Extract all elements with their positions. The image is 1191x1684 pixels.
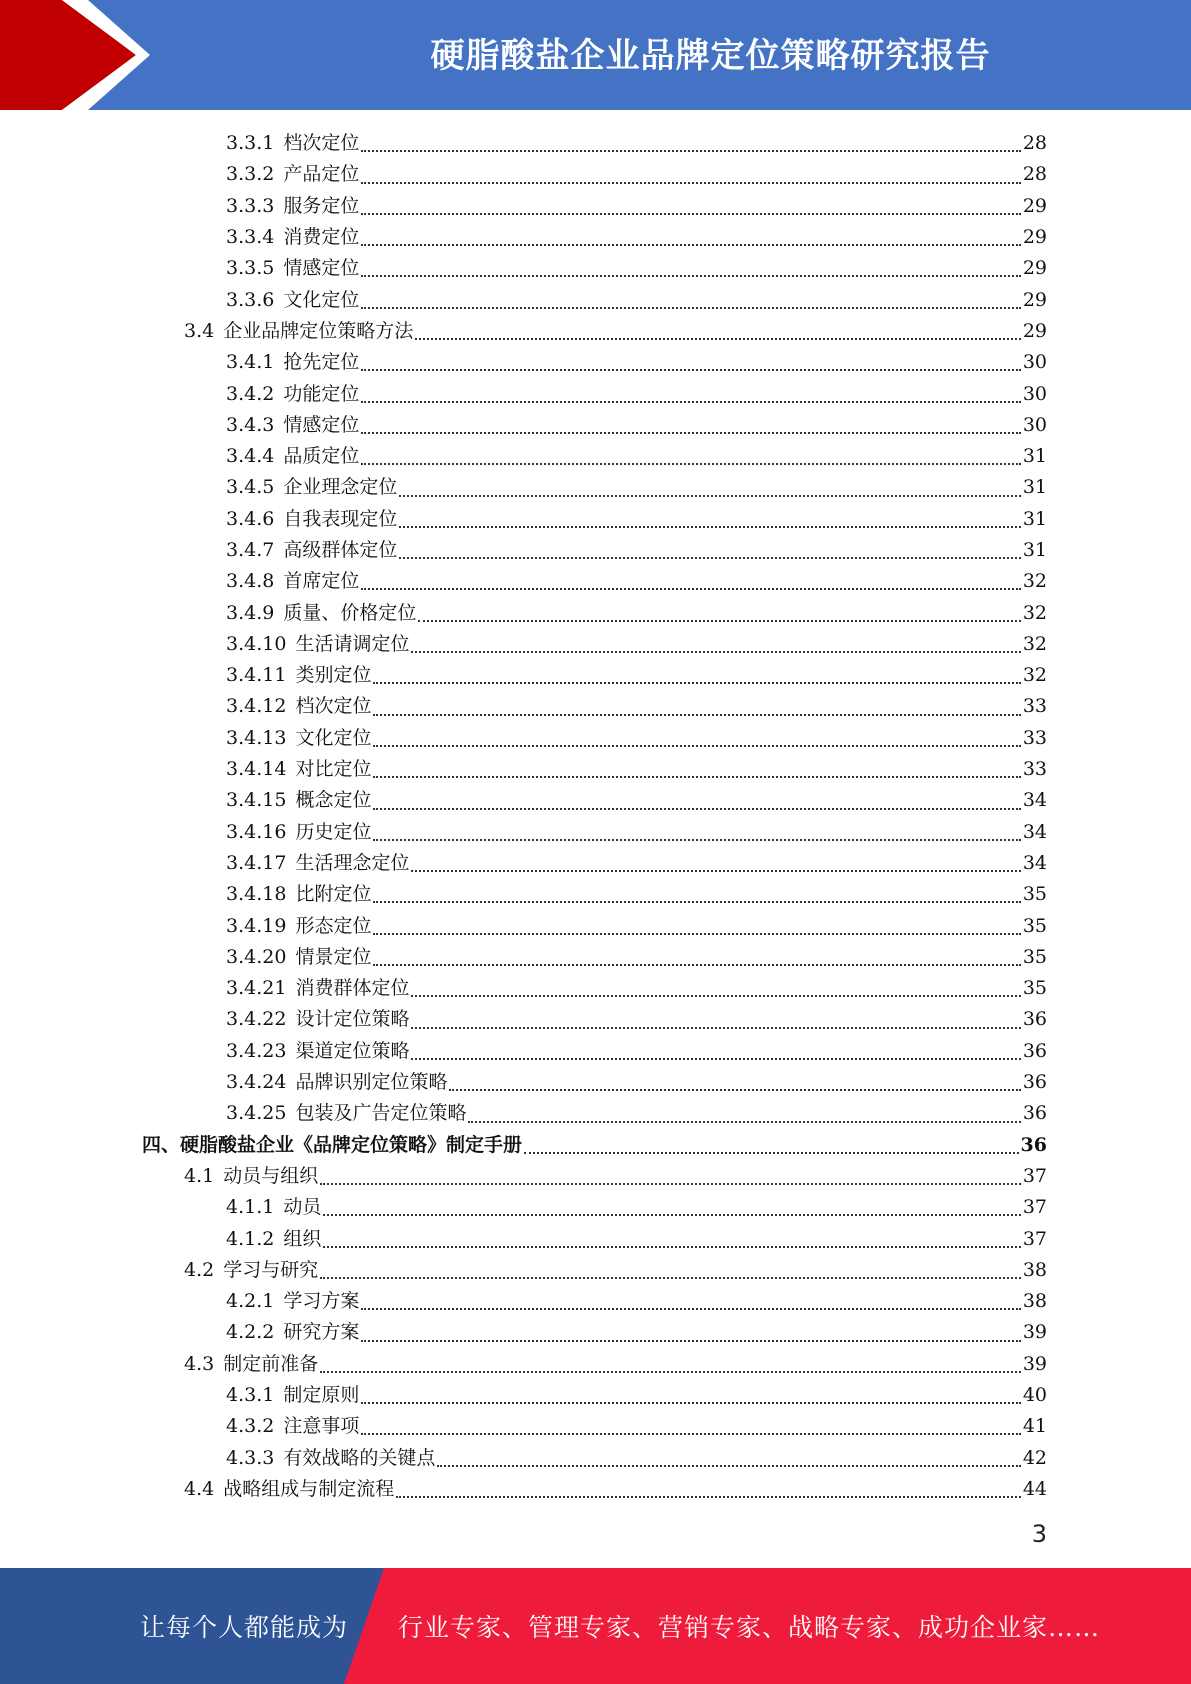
toc-entry[interactable]: [0, 1317, 1047, 1348]
toc-dot-leader: [373, 682, 1020, 684]
toc-entry-number: 3.3.5: [226, 257, 275, 280]
toc-entry[interactable]: [0, 253, 1047, 284]
toc-dot-leader: [361, 588, 1020, 590]
toc-entry-title: 渠道定位策略: [295, 1039, 410, 1062]
toc-entry-page: 29: [1022, 194, 1047, 217]
toc-entry-number: 3.4.23: [226, 1039, 287, 1062]
toc-entry-title: 动员与组织: [223, 1164, 319, 1187]
toc-dot-leader: [361, 244, 1020, 246]
toc-entry-number: 3.4.14: [226, 758, 287, 781]
toc-entry[interactable]: [0, 1255, 1047, 1286]
toc-entry-number: 3.4.5: [226, 476, 275, 499]
toc-entry[interactable]: [0, 1004, 1047, 1035]
toc-entry-number: 3.4: [184, 319, 215, 342]
toc-entry-number: 4.1: [184, 1164, 215, 1187]
toc-entry-title: 制定前准备: [223, 1352, 319, 1375]
toc-entry-title: 档次定位: [295, 695, 372, 718]
toc-dot-leader: [437, 1465, 1020, 1467]
toc-entry[interactable]: [0, 566, 1047, 597]
toc-entry[interactable]: [0, 410, 1047, 441]
toc-entry-title: 对比定位: [295, 758, 372, 781]
toc-entry-page: 38: [1022, 1258, 1047, 1281]
toc-entry[interactable]: [0, 848, 1047, 879]
toc-dot-leader: [361, 1340, 1020, 1342]
toc-entry[interactable]: [0, 691, 1047, 722]
toc-entry-title: 文化定位: [295, 726, 372, 749]
toc-entry-title: 四、硬脂酸盐企业《品牌定位策略》制定手册: [142, 1133, 523, 1156]
toc-entry-number: 3.4.11: [226, 664, 287, 687]
toc-entry-number: 3.4.17: [226, 851, 287, 874]
toc-dot-leader: [373, 839, 1020, 841]
toc-entry[interactable]: [0, 128, 1047, 159]
toc-entry-number: 3.4.1: [226, 351, 275, 374]
toc-entry-number: 3.4.15: [226, 789, 287, 812]
toc-entry-page: 33: [1022, 695, 1047, 718]
toc-entry-page: 33: [1022, 758, 1047, 781]
toc-entry-title: 概念定位: [295, 789, 372, 812]
toc-entry[interactable]: [0, 441, 1047, 472]
page-header: [0, 0, 1191, 110]
toc-entry-title: 质量、价格定位: [283, 601, 417, 624]
toc-entry-page: 44: [1022, 1477, 1047, 1500]
footer-slogan-left: 让每个人都能成为: [140, 1613, 349, 1642]
toc-entry-title: 包装及广告定位策略: [295, 1102, 467, 1125]
toc-entry-number: 4.3.2: [226, 1415, 275, 1438]
toc-entry[interactable]: [0, 1349, 1047, 1380]
toc-entry[interactable]: [0, 284, 1047, 315]
toc-entry-page: 31: [1022, 539, 1047, 561]
toc-entry[interactable]: [0, 1474, 1047, 1505]
toc-entry-page: 31: [1022, 507, 1047, 530]
toc-entry-title: 情感定位: [283, 413, 360, 436]
header-chevron-icon: [0, 0, 160, 110]
toc-entry-number: 4.1.2: [226, 1227, 275, 1250]
toc-entry-title: 生活请调定位: [295, 632, 410, 655]
toc-entry[interactable]: [0, 660, 1047, 691]
toc-dot-leader: [323, 1214, 1020, 1216]
toc-entry-page: 31: [1022, 445, 1047, 468]
toc-dot-leader: [373, 933, 1020, 935]
toc-entry-title: 品牌识别定位策略: [295, 1071, 448, 1094]
toc-entry-page: 30: [1022, 382, 1047, 405]
toc-entry-title: 类别定位: [295, 664, 372, 687]
toc-entry-title: 企业品牌定位策略方法: [223, 319, 414, 342]
table-of-contents: [0, 128, 1191, 1505]
toc-entry-number: 3.4.7: [226, 539, 275, 561]
toc-dot-leader: [361, 150, 1020, 152]
toc-dot-leader: [361, 1433, 1020, 1435]
toc-entry-page: 28: [1022, 132, 1047, 155]
toc-entry-title: 有效战略的关键点: [283, 1446, 436, 1469]
toc-entry[interactable]: [0, 1192, 1047, 1223]
toc-entry[interactable]: [0, 1098, 1047, 1129]
toc-entry-title: 情感定位: [283, 257, 360, 280]
toc-dot-leader: [373, 901, 1020, 903]
toc-entry-page: 29: [1022, 226, 1047, 249]
toc-dot-leader: [411, 651, 1020, 653]
toc-entry-number: 3.4.22: [226, 1008, 287, 1031]
toc-dot-leader: [373, 745, 1020, 747]
toc-entry-title: 企业理念定位: [283, 476, 398, 499]
toc-entry[interactable]: [0, 1411, 1047, 1442]
toc-entry-title: 功能定位: [283, 382, 360, 405]
toc-entry-number: 3.3.3: [226, 194, 275, 217]
toc-entry[interactable]: [0, 629, 1047, 660]
toc-entry-number: 3.4.3: [226, 413, 275, 436]
toc-entry-page: 36: [1022, 1102, 1047, 1125]
toc-dot-leader: [361, 463, 1020, 465]
toc-entry-page: 32: [1022, 664, 1047, 687]
toc-entry[interactable]: [0, 1036, 1047, 1067]
toc-entry[interactable]: [0, 817, 1047, 848]
toc-entry-title: 生活理念定位: [295, 851, 410, 874]
toc-entry-number: 3.4.8: [226, 570, 275, 593]
toc-entry-title: 学习方案: [283, 1290, 360, 1313]
toc-entry-title: 制定原则: [283, 1384, 360, 1407]
toc-entry-page: 36: [1022, 1071, 1047, 1094]
toc-entry-page: 35: [1022, 945, 1047, 968]
toc-entry-number: 3.3.6: [226, 288, 275, 311]
page-footer: [0, 1568, 1191, 1684]
toc-entry-number: 4.3.3: [226, 1446, 275, 1469]
toc-entry-title: 服务定位: [283, 194, 360, 217]
toc-dot-leader: [399, 495, 1020, 497]
toc-entry[interactable]: [0, 1223, 1047, 1254]
toc-entry-number: 3.4.25: [226, 1102, 287, 1125]
toc-entry[interactable]: [0, 347, 1047, 378]
toc-entry[interactable]: [0, 1130, 1047, 1161]
toc-entry-title: 比附定位: [295, 883, 372, 906]
toc-entry[interactable]: [0, 378, 1047, 409]
toc-entry-number: 3.4.6: [226, 507, 275, 530]
toc-dot-leader: [399, 526, 1020, 528]
toc-entry[interactable]: [0, 222, 1047, 253]
toc-dot-leader: [361, 432, 1020, 434]
toc-dot-leader: [411, 1027, 1020, 1029]
toc-entry-number: 3.4.19: [226, 914, 287, 937]
toc-entry-page: 32: [1022, 570, 1047, 593]
toc-entry-title: 研究方案: [283, 1321, 360, 1344]
toc-entry-title: 文化定位: [283, 288, 360, 311]
toc-entry-number: 3.4.20: [226, 945, 287, 968]
toc-entry-title: 学习与研究: [223, 1258, 319, 1281]
toc-entry-page: 37: [1022, 1227, 1047, 1250]
toc-dot-leader: [323, 1246, 1020, 1248]
toc-entry-number: 3.4.4: [226, 445, 275, 468]
toc-entry[interactable]: [0, 597, 1047, 628]
toc-entry[interactable]: [0, 504, 1047, 535]
toc-entry-title: 首席定位: [283, 570, 360, 593]
toc-dot-leader: [399, 557, 1020, 559]
toc-entry-number: 3.3.1: [226, 132, 275, 155]
toc-dot-leader: [361, 182, 1020, 184]
toc-entry[interactable]: [0, 910, 1047, 941]
toc-dot-leader: [524, 1152, 1019, 1154]
toc-entry-page: 39: [1022, 1352, 1047, 1375]
toc-dot-leader: [418, 620, 1020, 622]
toc-entry-page: 36: [1020, 1133, 1047, 1156]
toc-entry-page: 42: [1022, 1446, 1047, 1469]
toc-entry-title: 战略组成与制定流程: [223, 1477, 395, 1500]
toc-dot-leader: [411, 995, 1020, 997]
toc-dot-leader: [449, 1089, 1020, 1091]
toc-entry-title: 抢先定位: [283, 351, 360, 374]
toc-entry-title: 注意事项: [283, 1415, 360, 1438]
toc-entry-number: 4.3: [184, 1352, 215, 1375]
toc-entry-page: 30: [1022, 413, 1047, 436]
toc-entry-number: 3.3.4: [226, 226, 275, 249]
toc-dot-leader: [320, 1277, 1021, 1279]
toc-entry[interactable]: [0, 1161, 1047, 1192]
toc-entry-page: 34: [1022, 789, 1047, 812]
toc-entry-title: 形态定位: [295, 914, 372, 937]
toc-dot-leader: [411, 870, 1020, 872]
toc-entry[interactable]: [0, 785, 1047, 816]
toc-entry-page: 35: [1022, 883, 1047, 906]
toc-entry-page: 40: [1022, 1384, 1047, 1407]
toc-entry-page: 29: [1022, 257, 1047, 280]
toc-entry[interactable]: [0, 723, 1047, 754]
toc-entry-number: 4.1.1: [226, 1196, 275, 1219]
toc-entry-number: 3.4.12: [226, 695, 287, 718]
toc-entry-title: 历史定位: [295, 820, 372, 843]
toc-entry-page: 34: [1022, 820, 1047, 843]
toc-entry-title: 自我表现定位: [283, 507, 398, 530]
toc-entry-title: 情景定位: [295, 945, 372, 968]
toc-entry-page: 36: [1022, 1039, 1047, 1062]
toc-entry-number: 4.4: [184, 1477, 215, 1500]
toc-entry-number: 3.4.21: [226, 977, 287, 1000]
toc-dot-leader: [361, 401, 1020, 403]
toc-entry-title: 品质定位: [283, 445, 360, 468]
page-number: 3: [1031, 1520, 1047, 1548]
footer-slogan-right: 行业专家、管理专家、营销专家、战略专家、成功企业家……: [398, 1613, 1101, 1642]
toc-entry-number: 3.3.2: [226, 163, 275, 186]
toc-entry-title: 组织: [283, 1227, 322, 1250]
toc-entry-page: 33: [1022, 726, 1047, 749]
toc-dot-leader: [361, 275, 1020, 277]
toc-entry-number: 4.2: [184, 1258, 215, 1281]
toc-entry-title: 产品定位: [283, 163, 360, 186]
toc-dot-leader: [468, 1121, 1020, 1123]
toc-dot-leader: [373, 714, 1020, 716]
toc-entry[interactable]: [0, 535, 1047, 566]
toc-entry-page: 35: [1022, 977, 1047, 1000]
toc-entry-page: 38: [1022, 1290, 1047, 1313]
toc-dot-leader: [415, 338, 1021, 340]
toc-dot-leader: [361, 1402, 1020, 1404]
toc-dot-leader: [373, 776, 1020, 778]
toc-entry-number: 3.4.9: [226, 601, 275, 624]
toc-entry[interactable]: [0, 1442, 1047, 1473]
toc-dot-leader: [320, 1183, 1021, 1185]
toc-entry[interactable]: [0, 1067, 1047, 1098]
toc-entry[interactable]: [0, 191, 1047, 222]
toc-entry[interactable]: [0, 879, 1047, 910]
toc-entry-number: 3.4.24: [226, 1071, 287, 1094]
toc-dot-leader: [373, 808, 1020, 810]
toc-entry-page: 29: [1022, 319, 1047, 342]
toc-entry[interactable]: [0, 942, 1047, 973]
toc-entry-page: 32: [1022, 601, 1047, 624]
toc-entry[interactable]: [0, 316, 1047, 347]
toc-dot-leader: [396, 1496, 1021, 1498]
toc-entry-page: 37: [1022, 1164, 1047, 1187]
toc-entry[interactable]: [0, 973, 1047, 1004]
toc-entry[interactable]: [0, 1286, 1047, 1317]
toc-entry-page: 34: [1022, 851, 1047, 874]
toc-dot-leader: [411, 1058, 1020, 1060]
toc-entry[interactable]: [0, 1380, 1047, 1411]
toc-dot-leader: [361, 213, 1020, 215]
toc-entry-page: 30: [1022, 351, 1047, 374]
toc-entry-number: 3.4.16: [226, 820, 287, 843]
toc-entry-title: 档次定位: [283, 132, 360, 155]
toc-entry[interactable]: [0, 754, 1047, 785]
toc-entry-page: 32: [1022, 632, 1047, 655]
toc-entry-title: 设计定位策略: [295, 1008, 410, 1031]
toc-dot-leader: [361, 307, 1020, 309]
toc-entry-number: 4.2.1: [226, 1290, 275, 1313]
toc-entry-title: 消费群体定位: [295, 977, 410, 1000]
toc-entry-title: 动员: [283, 1196, 322, 1219]
toc-entry-number: 3.4.10: [226, 632, 287, 655]
toc-entry-number: 3.4.2: [226, 382, 275, 405]
toc-entry-number: 4.3.1: [226, 1384, 275, 1407]
toc-dot-leader: [373, 964, 1020, 966]
toc-entry-page: 41: [1022, 1415, 1047, 1438]
toc-entry-number: 3.4.18: [226, 883, 287, 906]
toc-entry-number: 3.4.13: [226, 726, 287, 749]
toc-entry[interactable]: [0, 472, 1047, 503]
toc-entry-page: 29: [1022, 288, 1047, 311]
toc-dot-leader: [361, 1308, 1020, 1310]
toc-entry-page: 37: [1022, 1196, 1047, 1219]
toc-entry-title: 高级群体定位: [283, 539, 398, 561]
toc-dot-leader: [320, 1371, 1021, 1373]
report-title: 硬脂酸盐企业品牌定位策略研究报告: [430, 35, 991, 76]
toc-entry-page: 35: [1022, 914, 1047, 937]
toc-entry-page: 39: [1022, 1321, 1047, 1344]
toc-entry[interactable]: [0, 159, 1047, 190]
toc-entry-title: 消费定位: [283, 226, 360, 249]
toc-dot-leader: [361, 369, 1020, 371]
toc-entry-page: 28: [1022, 163, 1047, 186]
toc-entry-number: 4.2.2: [226, 1321, 275, 1344]
toc-entry-page: 31: [1022, 476, 1047, 499]
toc-entry-page: 36: [1022, 1008, 1047, 1031]
